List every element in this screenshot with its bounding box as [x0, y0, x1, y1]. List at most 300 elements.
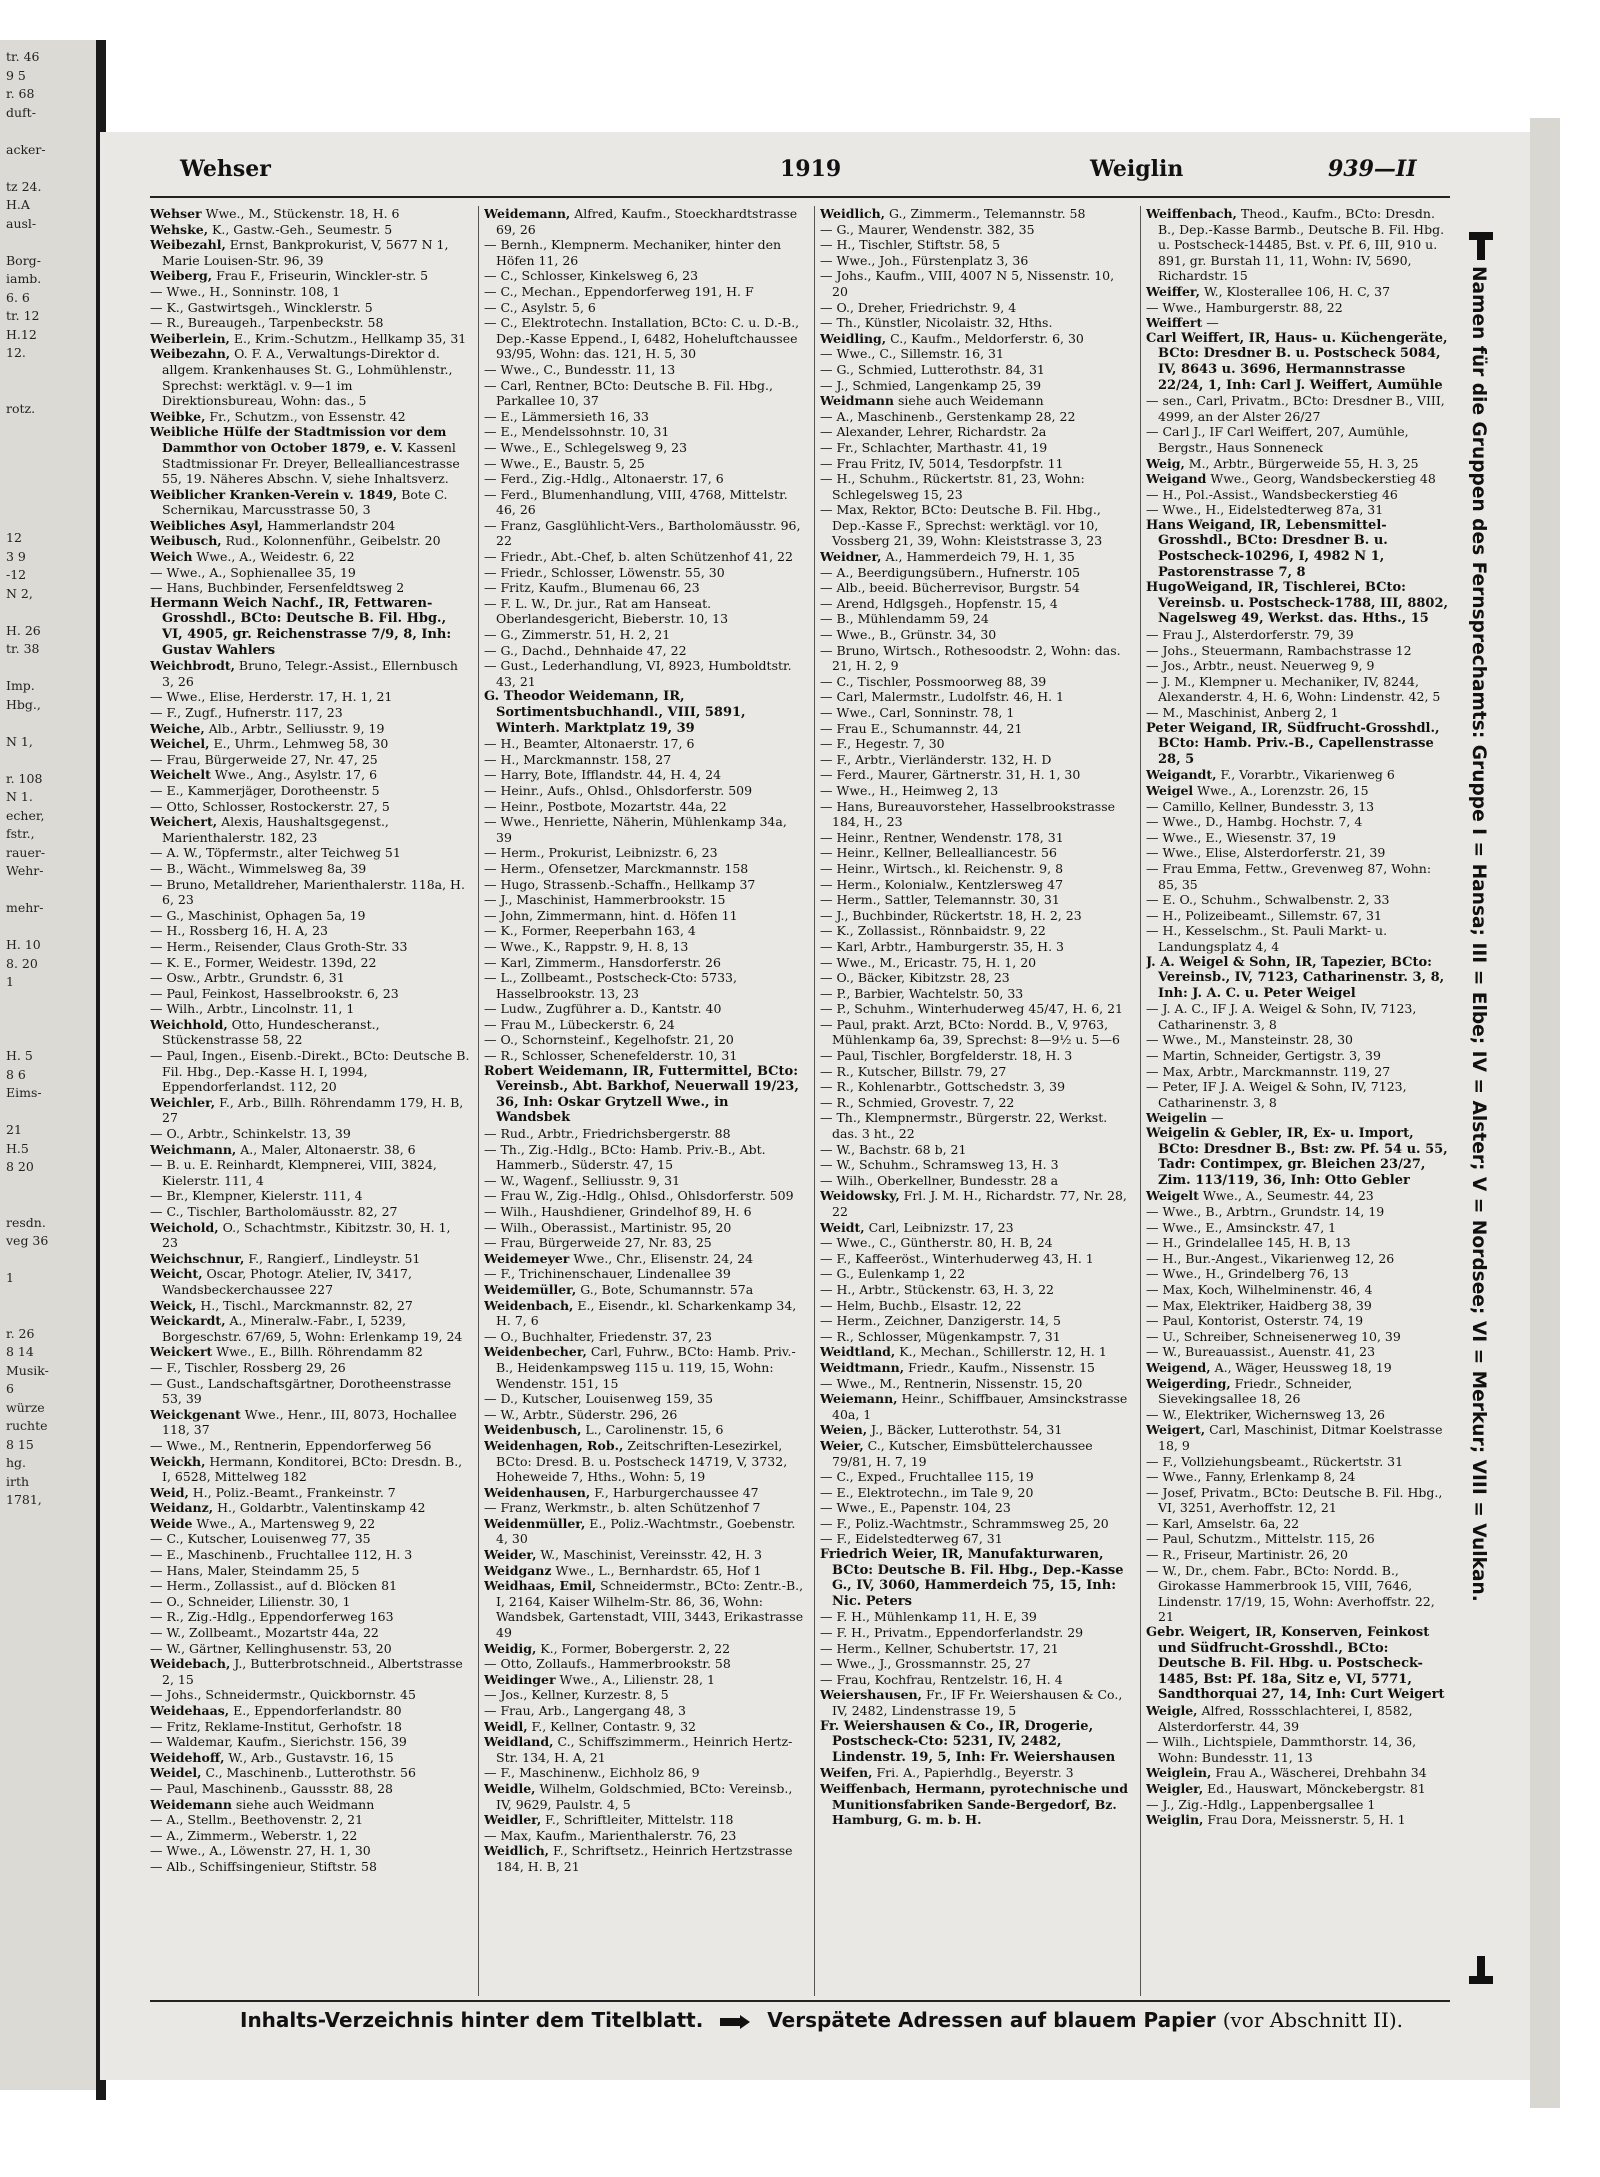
entry-details: — Otto, Schlosser, Rostockerstr. 27, 5	[150, 798, 390, 814]
directory-entry	[150, 1376, 470, 1407]
directory-entry	[150, 268, 470, 284]
directory-entry	[484, 456, 806, 472]
entry-details: O., Schachtmstr., Kibitzstr. 30, H. 1, 23	[162, 1219, 451, 1251]
directory-entry	[820, 861, 1132, 877]
directory-entry	[1146, 705, 1452, 721]
entry-details: — Wwe., M., Mansteinstr. 28, 30	[1146, 1032, 1353, 1048]
entry-name: Peter Weigand,	[1146, 720, 1257, 736]
entry-details: — Jos., Arbtr., neust. Neuerweg 9, 9	[1146, 658, 1375, 674]
entry-details: — F., Vollziehungsbeamt., Rückertstr. 31	[1146, 1453, 1404, 1469]
entry-name: Weifen,	[820, 1765, 873, 1781]
entry-details: J., Butterbrotschneid., Albertstrasse 2, 15	[162, 1656, 463, 1687]
directory-entry	[1146, 892, 1452, 908]
directory-entry	[484, 440, 806, 456]
entry-details: — E., Mendelssohnstr. 10, 31	[484, 424, 670, 440]
directory-entry	[150, 658, 470, 689]
entry-details: — K., Former, Reeperbahn 163, 4	[484, 923, 696, 939]
directory-entry	[150, 1687, 470, 1703]
entry-details: — Wwe., H., Heimweg 2, 13	[820, 782, 999, 798]
entry-name: Weidlich,	[484, 1843, 550, 1859]
directory-entry	[820, 1220, 1132, 1236]
entry-name: Weider,	[484, 1547, 537, 1563]
directory-entry	[484, 1188, 806, 1204]
directory-entry	[1146, 799, 1452, 815]
entry-name: Weig,	[1146, 455, 1185, 471]
entry-name: Weidenbusch,	[484, 1422, 582, 1438]
entry-details: A., Wäger, Heussweg 18, 19	[1210, 1359, 1392, 1375]
entry-details: — Herm., Zeichner, Danzigerstr. 14, 5	[820, 1313, 1061, 1329]
entry-details: — C., Exped., Fruchtallee 115, 19	[820, 1469, 1034, 1485]
entry-name: Weichschnur,	[150, 1250, 245, 1266]
entry-name: Weidlich,	[820, 206, 886, 221]
entry-details: — R., Friseur, Martinistr. 26, 20	[1146, 1547, 1348, 1563]
directory-column-2	[484, 206, 806, 1996]
directory-entry	[1146, 206, 1452, 284]
directory-entry	[820, 456, 1132, 472]
directory-entry	[820, 1329, 1132, 1345]
entry-details: — Wwe., Joh., Fürstenplatz 3, 36	[820, 252, 1029, 268]
directory-entry	[1146, 1282, 1452, 1298]
directory-entry	[1146, 1110, 1452, 1126]
directory-entry	[1146, 1531, 1452, 1547]
entry-details: — Wwe., H., Eidelstedterweg 87a, 31	[1146, 502, 1384, 518]
directory-entry	[150, 814, 470, 845]
entry-details: Ed., Hauswart, Mönckebergstr. 81	[1203, 1780, 1426, 1796]
entry-details: — G., Schmied, Lutterothstr. 84, 31	[820, 361, 1045, 377]
directory-entry	[150, 1828, 470, 1844]
directory-entry	[820, 362, 1132, 378]
directory-entry	[150, 767, 470, 783]
entry-details: — Franz, Gasglühlicht-Vers., Bartholomäusstr. 96, 22	[484, 517, 801, 549]
entry-details: — Karl, Zimmerm., Hansdorferstr. 26	[484, 954, 721, 970]
entry-name: Weidtland,	[820, 1344, 896, 1360]
entry-details: Hermann, Konditorei, BCto: Dresdn. B., I, 6528, Mittelweg 182	[162, 1453, 463, 1485]
entry-details: — Br., Klempner, Kielerstr. 111, 4	[150, 1188, 363, 1204]
entry-details: Hammerlandstr 204	[263, 517, 396, 533]
entry-details: G., Zimmerm., Telemannstr. 58	[885, 206, 1086, 221]
directory-entry	[150, 1656, 470, 1687]
entry-details: — Herm., Zollassist., auf d. Blöcken 81	[150, 1578, 398, 1594]
directory-entry	[484, 1781, 806, 1812]
entry-details: Fr., Schutzm., von Essenstr. 42	[205, 408, 406, 424]
directory-entry	[820, 830, 1132, 846]
entry-details: — Ludw., Zugführer a. D., Kantstr. 40	[484, 1001, 722, 1017]
entry-details: — Ferd., Maurer, Gärtnerstr. 31, H. 1, 30	[820, 767, 1081, 783]
entry-details: Friedr., Kaufm., Nissenstr. 15	[904, 1359, 1095, 1375]
entry-details: — H., Grindelallee 145, H. B, 13	[1146, 1235, 1351, 1251]
entry-name: Weidner,	[820, 549, 882, 565]
directory-entry	[150, 1500, 470, 1516]
entry-details: — Martin, Schneider, Gertigstr. 3, 39	[1146, 1048, 1381, 1064]
directory-entry	[820, 1641, 1132, 1657]
entry-details: siehe auch Weidemann	[893, 393, 1044, 409]
directory-entry	[820, 1157, 1132, 1173]
entry-name: Weiershausen,	[820, 1687, 923, 1703]
directory-entry	[1146, 1079, 1452, 1110]
directory-entry	[820, 565, 1132, 581]
directory-entry	[150, 331, 470, 347]
entry-name: Weibliche Hülfe der Stadtmission vor dem Dammthor von October 1879, e. V.	[150, 424, 447, 455]
entry-name: Weien,	[820, 1422, 868, 1438]
entry-details: F., Rangierf., Lindleystr. 51	[244, 1250, 421, 1266]
directory-entry	[150, 1703, 470, 1719]
directory-entry	[150, 1843, 470, 1859]
directory-entry	[1146, 1797, 1452, 1813]
entry-details: Wwe., Ang., Asylstr. 17, 6	[210, 767, 378, 783]
entry-details: — Ferd., Zig.-Hdlg., Altonaerstr. 17, 6	[484, 471, 724, 487]
entry-details: — Frau, Kochfrau, Rentzelstr. 16, H. 4	[820, 1671, 1063, 1687]
entry-details: — Wilh., Haushdiener, Grindelhof 89, H. 6	[484, 1204, 752, 1219]
directory-entry	[820, 222, 1132, 238]
entry-details: — Herm., Kellner, Schubertstr. 17, 21	[820, 1640, 1059, 1656]
entry-details: — H., Beamter, Altonaerstr. 17, 6	[484, 736, 695, 752]
entry-details: Wwe., Henr., III, 8073, Hochallee 118, 37	[162, 1406, 457, 1438]
directory-entry	[820, 939, 1132, 955]
directory-entry	[1146, 830, 1452, 846]
entry-details: — Wwe., C., Sillemstr. 16, 31	[820, 346, 1004, 362]
entry-name: Weidenhausen,	[484, 1484, 591, 1500]
entry-name: Weichbrodt,	[150, 658, 235, 674]
entry-name: Weidenhagen, Rob.,	[484, 1437, 624, 1453]
entry-details: — Ferd., Blumenhandlung, VIII, 4768, Mittelstr. 46, 26	[484, 486, 788, 518]
entry-details: — Johs., Steuermann, Rambachstrasse 12	[1146, 642, 1412, 658]
directory-entry	[820, 1547, 1132, 1609]
entry-name: HugoWeigand,	[1146, 580, 1253, 596]
directory-entry	[484, 300, 806, 316]
entry-name: Weigandt,	[1146, 767, 1217, 783]
directory-entry	[150, 1313, 470, 1344]
entry-name: Hans Weigand,	[1146, 517, 1256, 533]
directory-entry	[820, 1687, 1132, 1718]
entry-details: W., Arb., Gustavstr. 16, 15	[224, 1749, 394, 1765]
entry-name: Weichert,	[150, 814, 218, 830]
directory-entry	[1146, 1422, 1452, 1453]
directory-entry	[150, 1438, 470, 1454]
directory-entry	[484, 284, 806, 300]
directory-entry	[1146, 1064, 1452, 1080]
directory-entry	[150, 1516, 470, 1532]
directory-entry	[150, 752, 470, 768]
entry-details: — Fritz, Reklame-Institut, Gerhofstr. 18	[150, 1718, 402, 1734]
entry-details: — Wwe., H., Grindelberg 76, 13	[1146, 1266, 1349, 1282]
entry-details: — K., Gastwirtsgeh., Wincklerstr. 5	[150, 299, 373, 315]
directory-entry	[484, 1126, 806, 1142]
directory-entry	[820, 1376, 1132, 1392]
entry-details: — Wilh., Arbtr., Lincolnstr. 11, 1	[150, 1001, 355, 1017]
directory-entry	[150, 1563, 470, 1579]
entry-details: — J., Maschinist, Hammerbrookstr. 15	[484, 892, 726, 908]
entry-details: E., Poliz.-Wachtmstr., Goebenstr. 4, 30	[496, 1515, 796, 1547]
directory-entry	[820, 1765, 1132, 1781]
entry-details: — Camillo, Kellner, Bundesstr. 3, 13	[1146, 798, 1375, 814]
directory-entry	[150, 923, 470, 939]
entry-details: — Alexander, Lehrer, Richardstr. 2a	[820, 424, 1047, 440]
directory-entry	[1146, 1344, 1452, 1360]
entry-details: — W., Gärtner, Kellinghusenstr. 53, 20	[150, 1640, 392, 1656]
entry-details: Friedr., Schneider, Sievekingsallee 18, 26	[1158, 1375, 1353, 1407]
directory-entry	[150, 1797, 470, 1813]
entry-details: K., Former, Bobergerstr. 2, 22	[536, 1640, 731, 1656]
entry-details: — Frau, Bürgerweide 27, Nr. 83, 25	[484, 1235, 712, 1251]
entry-details: — J., Buchbinder, Rückertstr. 18, H. 2, 23	[820, 907, 1082, 923]
directory-entry	[1146, 1188, 1452, 1204]
entry-details: — Hugo, Strassenb.-Schaffn., Hellkamp 37	[484, 876, 756, 892]
directory-column-3	[820, 206, 1132, 1996]
directory-entry	[1146, 1781, 1452, 1797]
entry-details: — F., Zugf., Hufnerstr. 117, 23	[150, 705, 343, 720]
entry-details: — F., Trichinenschauer, Lindenallee 39	[484, 1266, 731, 1282]
directory-entry	[820, 549, 1132, 565]
entry-details: H., Poliz.-Beamt., Frankeinstr. 7	[188, 1484, 396, 1500]
entry-details: — C., Tischler, Bartholomäusstr. 82, 27	[150, 1204, 398, 1219]
directory-entry	[820, 315, 1132, 331]
entry-details: — Max, Koch, Wilhelminenstr. 46, 4	[1146, 1281, 1373, 1297]
entry-details: Schneidermstr., BCto: Zentr.-B., I, 2164, Kaiser Wilhelm-Str. 86, 36, Wohn: Wandsbek, Gartenstadt, VIII, 3443, Erikastrasse 49	[496, 1578, 804, 1641]
entry-details: — H., Kesselschm., St. Pauli Markt- u. Landungsplatz 4, 4	[1146, 923, 1388, 954]
entry-details: — Hans, Maler, Steindamm 25, 5	[150, 1562, 360, 1578]
entry-details: — C., Asylstr. 5, 6	[484, 299, 596, 315]
directory-entry	[1146, 1376, 1452, 1407]
directory-entry	[484, 1064, 806, 1126]
entry-details: Zeitschriften-Lesezirkel, BCto: Dresd. B. u. Postscheck 14719, V, 3732, Hoheweide 7, Hths., Wohn: 5, 19	[496, 1437, 788, 1485]
entry-details: — W., Schuhm., Schramsweg 13, H. 3	[820, 1157, 1059, 1173]
directory-entry	[1146, 580, 1452, 627]
entry-details: F., Harburgerchaussee 47	[590, 1484, 759, 1500]
directory-entry	[820, 705, 1132, 721]
entry-details: — G., Maurer, Wendenstr. 382, 35	[820, 221, 1035, 237]
directory-entry	[150, 1095, 470, 1126]
entry-name: Weibezahl,	[150, 237, 226, 253]
directory-entry	[150, 908, 470, 924]
entry-name: Wehske,	[150, 221, 209, 237]
entry-details: —	[1202, 315, 1219, 331]
directory-entry	[820, 643, 1132, 674]
directory-entry	[820, 1656, 1132, 1672]
entry-name: Hermann Weich Nachf.,	[150, 595, 324, 611]
directory-entry	[1146, 1563, 1452, 1625]
entry-details: — Bruno, Metalldreher, Marienthalerstr. 118a, H. 6, 23	[150, 876, 465, 908]
entry-details: — Bruno, Wirtsch., Rothesoodstr. 2, Wohn: das. 21, H. 2, 9	[820, 642, 1121, 674]
entry-details: — Th., Zig.-Hdlg., BCto: Hamb. Priv.-B., Abt. Hammerb., Süderstr. 47, 15	[484, 1141, 766, 1173]
directory-entry	[150, 1220, 470, 1251]
entry-details: — O., Buchhalter, Friedenstr. 37, 23	[484, 1328, 712, 1344]
entry-details: Oscar, Photogr. Atelier, IV, 3417, Wandsbeckerchaussee 227	[162, 1266, 412, 1297]
directory-entry	[820, 580, 1132, 596]
exchange-groups-sideband	[1455, 206, 1505, 1996]
entry-name: Weidehaas,	[150, 1703, 230, 1718]
directory-entry	[820, 1469, 1132, 1485]
directory-entry	[150, 1594, 470, 1610]
entry-details: — K. E., Former, Weidestr. 139d, 22	[150, 954, 377, 970]
entry-details: — Wwe., K., Rappstr. 9, H. 8, 13	[484, 938, 689, 954]
entry-details: — Bernh., Klempnerm. Mechaniker, hinter den Höfen 11, 26	[484, 237, 782, 268]
directory-entry	[484, 1641, 806, 1657]
entry-name: Weigle,	[1146, 1703, 1198, 1718]
entry-name: Carl Weiffert,	[1146, 330, 1245, 346]
directory-entry	[484, 1048, 806, 1064]
entry-details: Frl. J. M. H., Richardstr. 77, Nr. 28, 22	[832, 1188, 1127, 1219]
directory-entry	[1146, 643, 1452, 659]
directory-entry	[484, 1719, 806, 1735]
directory-entry	[150, 970, 470, 986]
entry-details: — Wwe., H., Sonninstr. 108, 1	[150, 283, 341, 299]
entry-details: — H., Bur.-Angest., Vikarienweg 12, 26	[1146, 1250, 1395, 1266]
entry-details: Otto, Hundescheranst., Stückenstrasse 58, 22	[162, 1016, 380, 1048]
directory-entry	[820, 908, 1132, 924]
entry-details: F., Arb., Billh. Röhrendamm 179, H. B, 27	[162, 1094, 464, 1126]
directory-entry	[484, 799, 806, 815]
directory-column-4	[1146, 206, 1452, 1996]
entry-details: — Wwe., A., Sophienallee 35, 19	[150, 564, 356, 580]
entry-details: Kassenl Stadtmissionar Fr. Dreyer, Bellealliancestrasse 55, 19. Näheres Abschn. V, siehe Inhaltsverz.	[162, 439, 460, 487]
entry-details: Carl, Fuhrw., BCto: Hamb. Priv.-B., Heidenkampsweg 115 u. 119, 15, Wohn: Wendenstr. 151, 15	[496, 1344, 796, 1391]
entry-details: — H., Arbtr., Stückenstr. 63, H. 3, 22	[820, 1281, 1054, 1297]
entry-details: — Wwe., D., Hambg. Hochstr. 7, 4	[1146, 814, 1363, 830]
entry-details: — W., Wagenf., Selliusstr. 9, 31	[484, 1172, 681, 1188]
directory-entry	[150, 1625, 470, 1641]
directory-entry	[1146, 1204, 1452, 1220]
entry-details: — L., Zollbeamt., Postscheck-Cto: 5733, Hasselbrookstr. 13, 23	[484, 970, 737, 1001]
directory-entry	[1146, 1266, 1452, 1282]
entry-name: Weiglin,	[1146, 1812, 1204, 1828]
directory-entry	[820, 752, 1132, 768]
entry-details: — Herm., Reisender, Claus Groth-Str. 33	[150, 938, 408, 954]
directory-entry	[150, 955, 470, 971]
entry-details: — P., Barbier, Wachtelstr. 50, 33	[820, 985, 1024, 1001]
directory-entry	[1146, 456, 1452, 472]
directory-entry	[1146, 814, 1452, 830]
entry-name: Weidhaas, Emil,	[484, 1578, 597, 1594]
entry-details: — R., Schlosser, Mügenkampstr. 7, 31	[820, 1328, 1061, 1344]
entry-details: F., Kellner, Contastr. 9, 32	[527, 1718, 696, 1734]
facing-page-text: tr. 46 9 5 r. 68 duft- acker- tz 24. H.A ausl- Borg- iamb. 6. 6 tr. 12 H.12 12. rotz. 12 3 9 -12 N 2, H. 26 tr. 38 Imp. Hbg., N 1, r. 108 N 1. echer, fstr., rauer- Wehr- mehr- H. 10 8. 20 1 H. 5 8 6 Eims- 21 H.5 8 20 resdn. veg 36 1 r. 26 8 14 Musik- 6 würze ruchte 8 15 hg. irth 1781,	[6, 49, 49, 1507]
directory-entry	[1146, 424, 1452, 455]
entry-details: Alexis, Haushaltsgegenst., Marienthalerstr. 182, 23	[162, 814, 389, 845]
page-footer	[240, 2008, 1440, 2042]
entry-details: — Fritz, Kaufm., Blumenau 66, 23	[484, 580, 700, 596]
directory-entry	[1146, 1516, 1452, 1532]
entry-details: O. F. A., Verwaltungs-Direktor d. allgem. Krankenhauses St. G., Lohmühlenstr., Sprechst: werktägl. v. 9—1 im Direktionsbureau, Wohn: das., 5	[162, 346, 453, 409]
directory-entry	[820, 1391, 1132, 1422]
entry-details: — Wwe., E., Baustr. 5, 25	[484, 455, 645, 471]
directory-entry	[150, 1641, 470, 1657]
directory-entry	[1146, 1625, 1452, 1703]
entry-details: Frau F., Friseurin, Winckler-str. 5	[212, 268, 429, 284]
column-divider	[1140, 206, 1141, 1996]
entry-details: C., Kutscher, Eimsbüttelerchaussee 79/81, H. 7, 19	[832, 1437, 1093, 1469]
directory-entry	[820, 1422, 1132, 1438]
entry-details: — J. M., Klempner u. Mechaniker, IV, 8244, Alexanderstr. 4, H. 6, Wohn: Lindenstr. 42, 5	[1146, 673, 1441, 705]
directory-entry	[484, 1235, 806, 1251]
header-right-keyword: Weiglin	[1090, 156, 1184, 182]
directory-entry	[484, 736, 806, 752]
entry-name: Weidtmann,	[820, 1359, 905, 1375]
sideband-vertical-label	[1459, 266, 1501, 1986]
entry-details: — H., Schuhm., Rückertstr. 81, 23, Wohn: Schlegelsweg 15, 23	[820, 471, 1085, 502]
directory-entry	[150, 705, 470, 721]
entry-details: — H., Marckmannstr. 158, 27	[484, 751, 672, 767]
entry-details: — Th., Klempnermstr., Bürgerstr. 22, Werkst. das. 3 ht., 22	[820, 1110, 1108, 1142]
pointing-hand-icon	[1463, 228, 1499, 264]
entry-details: — A. W., Töpfermstr., alter Teichweg 51	[150, 845, 401, 861]
entry-name: Weigerding,	[1146, 1375, 1231, 1391]
entry-details: — Paul, Feinkost, Hasselbrookstr. 6, 23	[150, 985, 399, 1001]
entry-details: — Wwe., Hamburgerstr. 88, 22	[1146, 299, 1343, 315]
directory-entry	[1146, 502, 1452, 518]
entry-details: — Wwe., E., Papenstr. 104, 23	[820, 1500, 1011, 1516]
directory-entry	[820, 721, 1132, 737]
entry-name: Weidling,	[820, 330, 887, 346]
directory-entry	[1146, 393, 1452, 424]
entry-details: — G., Dachd., Dehnhaide 47, 22	[484, 642, 687, 658]
directory-entry	[484, 1204, 806, 1220]
directory-entry	[820, 1500, 1132, 1516]
directory-entry	[1146, 1485, 1452, 1516]
entry-details: — R., Kutscher, Billstr. 79, 27	[820, 1063, 1007, 1079]
entry-details: C., Kaufm., Meldorferstr. 6, 30	[886, 330, 1084, 346]
entry-details: — Carl, Rentner, BCto: Deutsche B. Fil. Hbg., Parkallee 10, 37	[484, 377, 773, 409]
entry-name: Weigelt	[1146, 1188, 1199, 1204]
entry-details: — Herm., Kolonialw., Kentzlersweg 47	[820, 876, 1064, 892]
directory-entry	[484, 877, 806, 893]
directory-entry	[820, 611, 1132, 627]
entry-details: — Paul, Ingen., Eisenb.-Direkt., BCto: Deutsche B. Fil. Hbg., Dep.-Kasse H. I, 1994, Eppendorferlandst. 112, 20	[150, 1048, 470, 1095]
page-edge-right	[1530, 118, 1560, 2108]
entry-details: IR, Fettwaren-Grosshdl., BCto: Deutsche B. Fil. Hbg., VI, 4905, gr. Reichenstrasse 7/9, 8, Inh: Gustav Wahlers	[162, 595, 452, 658]
entry-details: — E., Lämmersieth 16, 33	[484, 408, 649, 424]
sideband-text: Namen für die Gruppen des Fernsprechamts: Gruppe I = Hansa; III = Elbe; IV = Alster; V = Nordsee; VI = Merkur; VIII = Vulkan.	[1468, 266, 1489, 1602]
directory-entry	[1146, 674, 1452, 705]
entry-name: Weidig,	[484, 1640, 537, 1656]
directory-entry	[484, 471, 806, 487]
entry-details: — Wwe., Elise, Alsterdorferstr. 21, 39	[1146, 845, 1386, 861]
entry-details: IR, Tapezier, BCto: Vereinsb., IV, 7123, Catharinenstr. 3, 8, Inh: J. A. C. u. Peter Weigel	[1158, 954, 1445, 1001]
entry-details: — sen., Carl, Privatm., BCto: Dresdner B., VIII, 4999, an der Alster 26/27	[1146, 393, 1445, 424]
directory-entry	[150, 596, 470, 658]
entry-details: — Hans, Bureauvorsteher, Hasselbrookstrasse 184, H., 23	[820, 798, 1116, 830]
directory-entry	[484, 1001, 806, 1017]
pointing-hand-icon	[1463, 1952, 1499, 1988]
directory-entry	[150, 1719, 470, 1735]
entry-details: — Alb., beeid. Bücherrevisor, Burgstr. 54	[820, 580, 1080, 596]
entry-details: — Frau Emma, Fettw., Grevenweg 87, Wohn: 85, 35	[1146, 860, 1432, 892]
directory-entry	[484, 845, 806, 861]
entry-details: — Johs., Schneidermstr., Quickbornstr. 45	[150, 1687, 416, 1703]
entry-name: Weidel,	[150, 1765, 202, 1781]
entry-name: Weidle,	[484, 1780, 536, 1796]
entry-details: E., Eppendorferlandstr. 80	[229, 1703, 402, 1718]
entry-details: C., Maschinenb., Lutterothstr. 56	[201, 1765, 416, 1781]
directory-entry	[1146, 1126, 1452, 1188]
entry-details: — E., Maschinenb., Fruchtallee 112, H. 3	[150, 1547, 413, 1563]
entry-details: — Max, Rektor, BCto: Deutsche B. Fil. Hbg., Dep.-Kasse F., Sprechst: werktägl. vor 10, Vossberg 21, 39, Wohn: Kleiststrasse 3, 23	[820, 502, 1103, 549]
directory-entry	[1146, 923, 1452, 954]
entry-name: Weickardt,	[150, 1313, 226, 1329]
directory-entry	[1146, 1454, 1452, 1470]
entry-details: — Friedr., Schlosser, Löwenstr. 55, 30	[484, 564, 725, 580]
entry-name: Weidenbach,	[484, 1297, 574, 1313]
entry-details: IR, Sortimentsbuchhandl., VIII, 5891, Winterh. Marktplatz 19, 39	[496, 689, 746, 736]
directory-entry	[484, 1438, 806, 1485]
entry-details: — W., Dr., chem. Fabr., BCto: Nordd. B., Girokasse Hammerbrook 15, VIII, 7646, Lindenstr. 17/19, 15, Wohn: Averhoffstr. 22, 21	[1146, 1562, 1435, 1625]
entry-details: — Th., Künstler, Nicolaistr. 32, Hths.	[820, 315, 1053, 331]
directory-entry	[150, 518, 470, 534]
entry-details: — F. H., Privatm., Eppendorferlandstr. 29	[820, 1625, 1084, 1641]
directory-entry	[150, 689, 470, 705]
entry-details: — H., Rossberg 16, H. A, 23	[150, 923, 328, 939]
directory-entry	[820, 1266, 1132, 1282]
directory-entry	[820, 237, 1132, 253]
